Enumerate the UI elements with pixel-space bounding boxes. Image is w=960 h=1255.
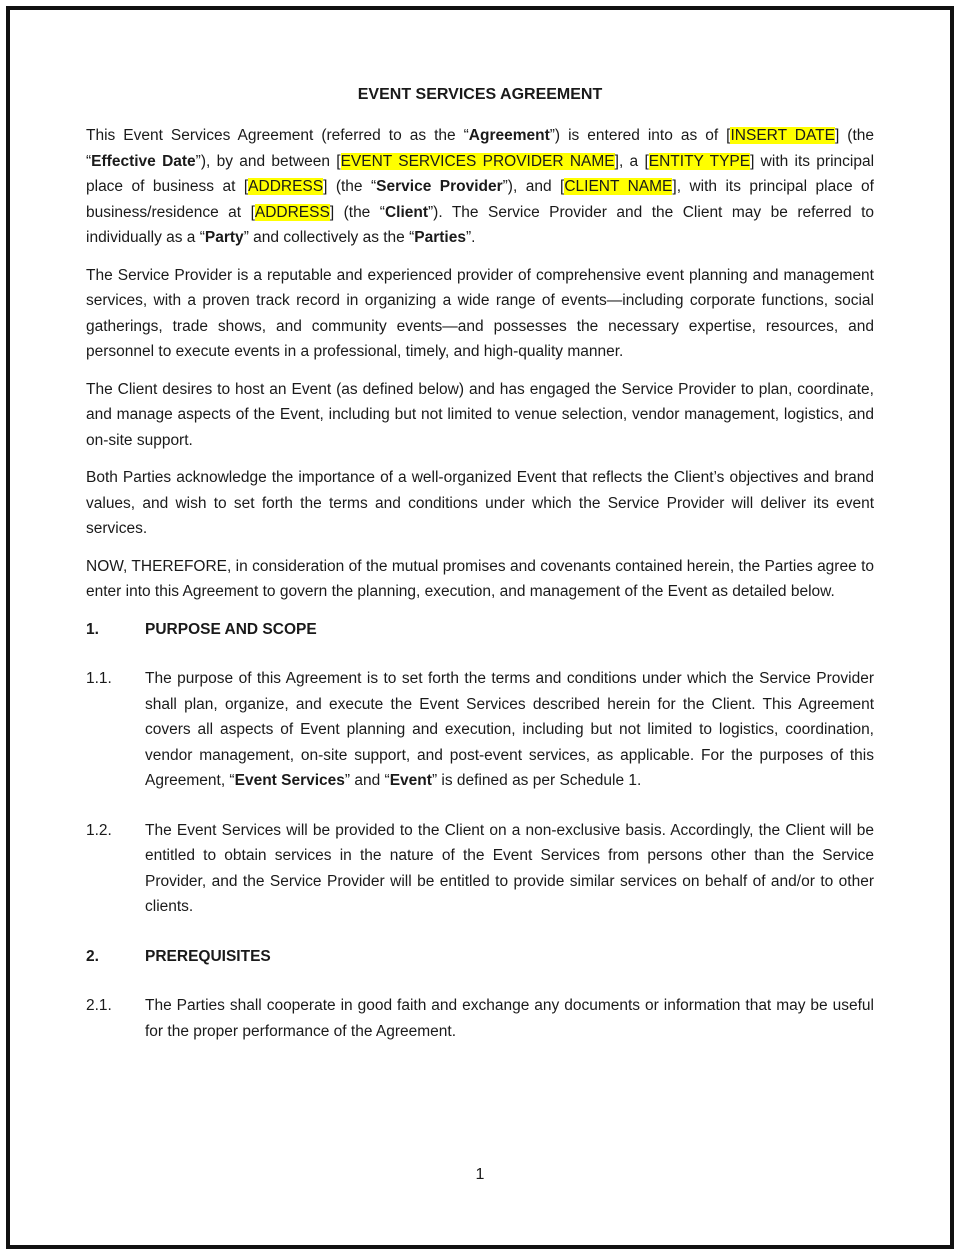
clause-2-1-number: 2.1. [86, 997, 112, 1014]
clause-1-1-number: 1.1. [86, 670, 112, 687]
clause-1-2-number: 1.2. [86, 821, 112, 839]
clause-1-2 [86, 818, 874, 920]
clause-1-1 [86, 666, 874, 794]
clause-2-1-text: The Parties shall cooperate in good faith and exchange any documents or information that may be useful for the proper performance of the Agreement. [145, 997, 874, 1040]
paragraph-recital-parties: Both Parties acknowledge the importance of a well-organized Event that reflects the Client’s objectives and brand values, and wish to set forth the terms and conditions under which the Service Provider will deliver its event services. [86, 469, 874, 537]
highlighted-placeholder: ADDRESS [248, 178, 324, 195]
paragraph-now-therefore: NOW, THEREFORE, in consideration of the mutual promises and covenants contained herein, the Parties agree to enter into this Agreement to govern the planning, execution, and management of the Event as detailed below. [86, 557, 874, 600]
document-title: EVENT SERVICES AGREEMENT [357, 86, 603, 103]
highlighted-placeholder: INSERT DATE [730, 127, 835, 144]
highlighted-placeholder: ADDRESS [254, 203, 330, 221]
section-2-heading [86, 944, 874, 970]
clause-1-1-text: The purpose of this Agreement is to set forth the terms and conditions under which the Service Provider shall plan, organize, and execute the Event Services described herein for the Client. This Agreement covers all aspects of Event planning and execution, including but not limited to logistics, coordination, vendor management, on-site support, and post-event services, as applicable. For the purposes of this Agreement, “Event Services” and “Event” is defined as per Schedule 1. [145, 670, 874, 789]
page-number: 1 [475, 1166, 485, 1183]
highlighted-placeholder: ENTITY TYPE [648, 152, 751, 170]
section-2-number: 2. [86, 947, 99, 965]
section-1-title: PURPOSE AND SCOPE [145, 620, 317, 638]
paragraph-recital-provider: The Service Provider is a reputable and experienced provider of comprehensive event planning and management services, with a proven track record in organizing a wide range of events—including corporate functions, social gatherings, trade shows, and community events—and possesses the necessary expertise, resources, and personnel to execute events in a professional, timely, and high-quality manner. [86, 266, 874, 360]
section-1-number: 1. [86, 620, 99, 638]
paragraph-preamble: This Event Services Agreement (referred to as the “Agreement”) is entered into as of [INSERT DATE] (the “Effective Date”), by and between [EVENT SERVICES PROVIDER NAME], a [ENTITY TYPE] with its principal place of business at [ADDRESS] (the “Service Provider”), and [CLIENT NAME], with its principal place of business/residence at [ADDRESS] (the “Client”). The Service Provider and the Client may be referred to individually as a “Party” and collectively as the “Parties”. [86, 127, 875, 246]
highlighted-placeholder: CLIENT NAME [564, 178, 673, 195]
section-2-title: PREREQUISITES [145, 947, 271, 965]
highlighted-placeholder: EVENT SERVICES PROVIDER NAME [340, 152, 615, 170]
section-1-heading [86, 617, 874, 643]
clause-2-1 [86, 993, 874, 1044]
clause-1-2-text: The Event Services will be provided to the Client on a non-exclusive basis. Accordingly, the Client will be entitled to obtain services in the nature of the Event Services from persons other than the Service Provider, and the Service Provider will be entitled to provide similar services on behalf of and/or to other clients. [145, 821, 874, 915]
paragraph-recital-client: The Client desires to host an Event (as defined below) and has engaged the Service Provider to plan, coordinate, and manage aspects of the Event, including but not limited to venue selection, vendor management, logistics, and on-site support. [86, 380, 874, 449]
